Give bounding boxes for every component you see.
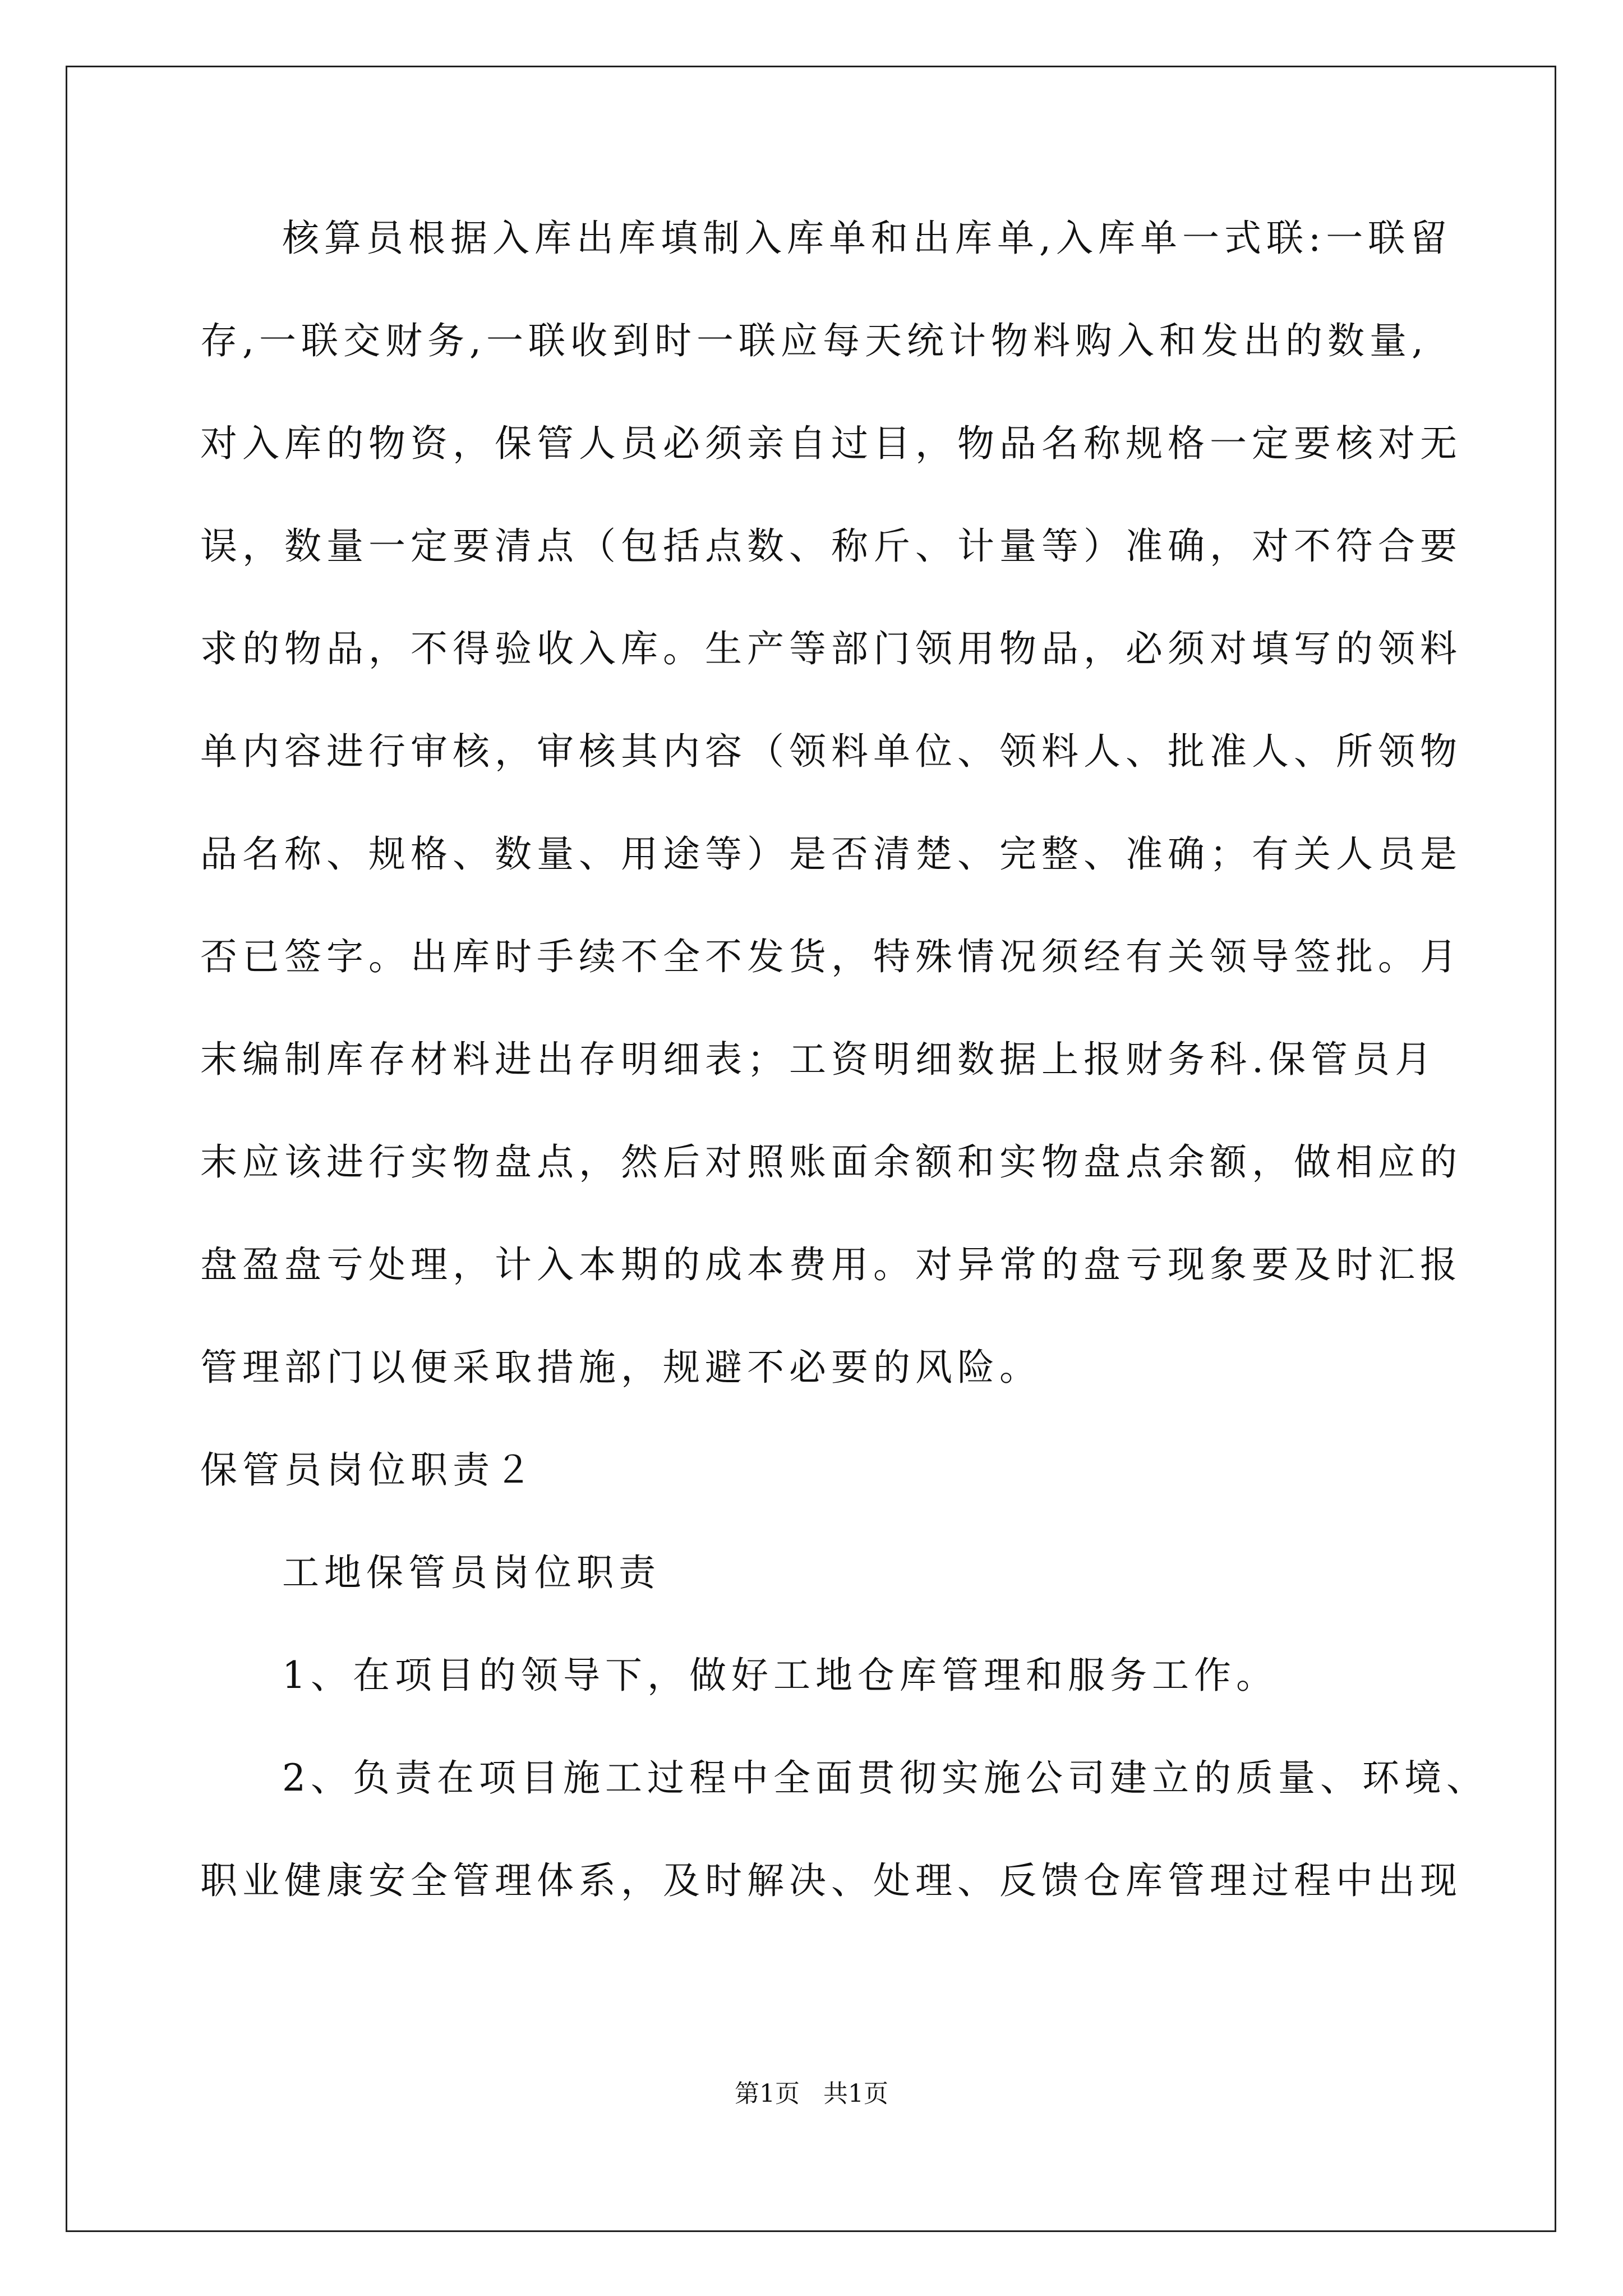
paragraph-line: 品名称、规格、数量、用途等）是否清楚、完整、准确；有关人员是 bbox=[200, 832, 1462, 876]
subsection-heading: 工地保管员岗位职责 bbox=[282, 1551, 661, 1594]
paragraph-line: 末编制库存材料进出存明细表；工资明细数据上报财务科.保管员月 bbox=[200, 1038, 1437, 1081]
paragraph-line: 求的物品，不得验收入库。生产等部门领用物品，必须对填写的领料 bbox=[200, 627, 1462, 670]
paragraph-line: 末应该进行实物盘点，然后对照账面余额和实物盘点余额，做相应的 bbox=[200, 1140, 1462, 1184]
list-item: 2、负责在项目施工过程中全面贯彻实施公司建立的质量、环境、 bbox=[282, 1756, 1488, 1800]
page-footer: 第1页 共1页 bbox=[735, 2079, 888, 2108]
paragraph-line: 否已签字。出库时手续不全不发货，特殊情况须经有关领导签批。月 bbox=[200, 935, 1462, 978]
paragraph-line: 误，数量一定要清点（包括点数、称斤、计量等）准确，对不符合要 bbox=[200, 524, 1462, 568]
paragraph-line: 管理部门以便采取措施，规避不必要的风险。 bbox=[200, 1346, 1041, 1389]
document-body bbox=[200, 213, 1488, 1958]
paragraph-line: 存,一联交财务,一联收到时一联应每天统计物料购入和发出的数量, bbox=[200, 319, 1428, 362]
list-item: 1、在项目的领导下，做好工地仓库管理和服务工作。 bbox=[282, 1654, 1278, 1697]
paragraph-line: 单内容进行审核，审核其内容（领料单位、领料人、批准人、所领物 bbox=[200, 730, 1462, 773]
section-heading: 保管员岗位职责２ bbox=[200, 1448, 537, 1492]
paragraph-line: 对入库的物资，保管人员必须亲自过目，物品名称规格一定要核对无 bbox=[200, 422, 1462, 465]
paragraph-line: 核算员根据入库出库填制入库单和出库单,入库单一式联:一联留 bbox=[282, 217, 1453, 260]
paragraph-line: 职业健康安全管理体系，及时解决、处理、反馈仓库管理过程中出现 bbox=[200, 1859, 1462, 1902]
paragraph-line: 盘盈盘亏处理，计入本期的成本费用。对异常的盘亏现象要及时汇报 bbox=[200, 1243, 1462, 1286]
